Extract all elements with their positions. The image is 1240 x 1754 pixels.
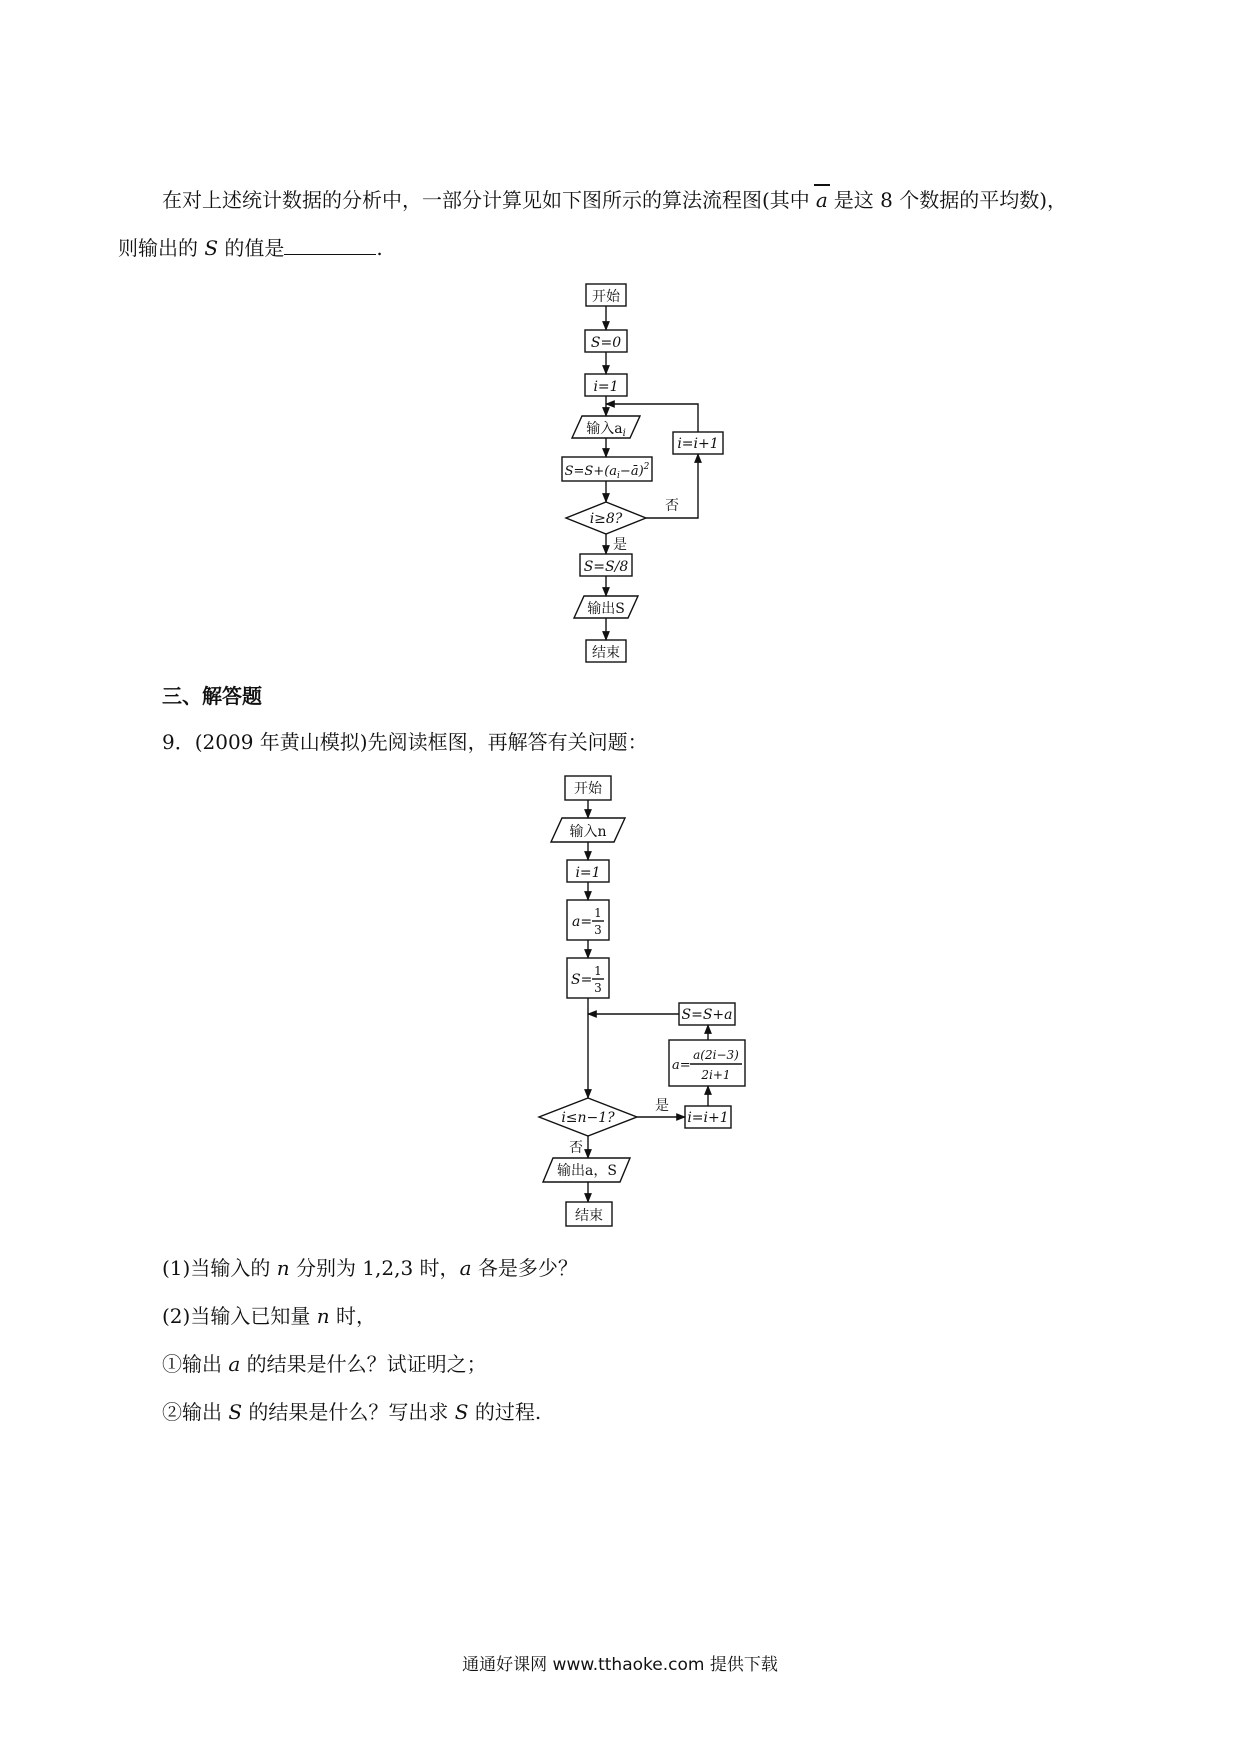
- intro-line-1-prefix: 在对上述统计数据的分析中，一部分计算见如下图所示的算法流程图(其中: [162, 188, 810, 212]
- intro-line-2-suffix: 的值是: [224, 236, 285, 260]
- flow2-start-label: 开始: [574, 781, 602, 797]
- flow1-end-label: 结束: [592, 645, 620, 661]
- intro-var-s: S: [204, 236, 219, 260]
- flow2-end-label: 结束: [575, 1208, 603, 1224]
- question-9: 9．(2009 年黄山模拟)先阅读框图，再解答有关问题：: [162, 730, 648, 754]
- q2-suffix: 时，: [335, 1304, 376, 1328]
- section-heading: 三、解答题: [162, 684, 262, 708]
- q1-var-n: n: [276, 1256, 290, 1280]
- flow1-cond-label: i≥8?: [589, 511, 623, 527]
- q1-var-a: a: [459, 1256, 472, 1280]
- flow1-output-label: 输出S: [587, 601, 625, 617]
- q2b-var-s: S: [228, 1400, 243, 1424]
- intro-line-2-prefix: 则输出的: [118, 236, 198, 260]
- flow2-a-init-den: 3: [594, 923, 602, 937]
- q2a-suffix: 的结果是什么？试证明之；: [246, 1352, 487, 1376]
- flow2-s-init-den: 3: [594, 981, 602, 995]
- flow2-a-update-lhs: a=: [672, 1058, 691, 1073]
- flow2-incr-label: i=i+1: [687, 1110, 729, 1126]
- q2-var-n: n: [316, 1304, 330, 1328]
- question-2b: [162, 1398, 541, 1426]
- q2a-prefix: ①输出: [162, 1352, 222, 1376]
- flow2-s-update-label: S=S+a: [681, 1007, 733, 1023]
- question-1: [162, 1254, 578, 1282]
- flow2-a-update-num: a(2i−3): [693, 1048, 739, 1062]
- footer: 通通好课网 www.tthaoke.com 提供下载: [462, 1655, 778, 1675]
- flow1-i-init-label: i=1: [593, 379, 619, 395]
- flow2-yes-label: 是: [655, 1098, 669, 1114]
- flow1-s-init-label: S=0: [590, 335, 622, 351]
- q2a-var-a: a: [228, 1352, 241, 1376]
- flow2-a-init-lhs: a=: [572, 914, 593, 930]
- flow2-s-init-num: 1: [594, 964, 602, 978]
- flow2-no-label: 否: [569, 1140, 583, 1156]
- intro-line-1-suffix: 是这 8 个数据的平均数)，: [833, 188, 1067, 212]
- flow2-a-init-num: 1: [594, 906, 602, 920]
- flow2-output-label: 输出a，S: [557, 1163, 617, 1179]
- flow2-i-init-label: i=1: [575, 865, 601, 881]
- question-2a: [162, 1350, 487, 1378]
- q2b-mid: 的结果是什么？写出求: [248, 1400, 449, 1424]
- flow2-input-label: 输入n: [569, 824, 607, 840]
- intro-line-2-end: .: [376, 236, 383, 260]
- flow2-cond-label: i≤n−1?: [561, 1110, 615, 1126]
- flowchart-2: [0, 760, 1240, 1240]
- q2b-prefix: ②输出: [162, 1400, 222, 1424]
- flow2-a-update-den: 2i+1: [701, 1068, 731, 1082]
- q2b-suffix: 的过程.: [474, 1400, 542, 1424]
- q2-prefix: (2)当输入已知量: [162, 1304, 311, 1328]
- flow1-yes-label: 是: [613, 537, 627, 553]
- q1-prefix: (1)当输入的: [162, 1256, 271, 1280]
- flow1-update-label: $S=S+(a_i-ā)^2$: [564, 462, 650, 481]
- flow1-divide-label: S=S/8: [583, 559, 629, 575]
- flowchart-1: [0, 0, 1240, 700]
- flow1-no-label: 否: [665, 498, 679, 514]
- flow1-incr-label: i=i+1: [677, 436, 719, 452]
- q2b-var-s2: S: [454, 1400, 469, 1424]
- q1-suffix: 各是多少？: [477, 1256, 578, 1280]
- flow2-s-init-lhs: S=: [571, 972, 593, 988]
- q1-mid: 分别为 1,2,3 时，: [295, 1256, 460, 1280]
- question-2: [162, 1302, 376, 1330]
- a-bar-symbol: a: [810, 186, 834, 214]
- flow1-start-label: 开始: [592, 289, 620, 305]
- flow1-input-label: 输入$a_i$: [586, 421, 626, 439]
